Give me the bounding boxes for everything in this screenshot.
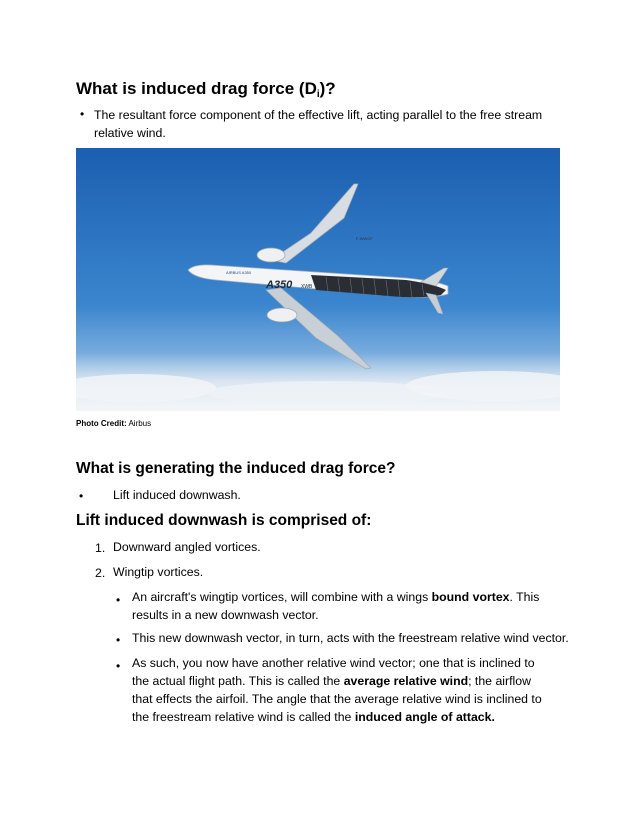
upper-engine xyxy=(257,248,285,262)
list-item-2: Wingtip vortices. xyxy=(113,565,204,579)
fuselage-text: AIRBUS A350 xyxy=(226,270,252,275)
heading-comprised: Lift induced downwash is comprised of: xyxy=(76,512,372,529)
model-marking: A350 xyxy=(266,279,293,291)
sub-bullet-3: As such, you now have another relative wind vector; one that is inclined to the actual flight path. This is called the average relative wind; the airflow that effects the airfoil. The angle that the average relative wind is inclined to the freestream relative wind is called the induced angle of attack. xyxy=(132,656,542,724)
definition-bullet: • xyxy=(80,107,85,121)
page-title: What is induced drag force (Di)? xyxy=(76,79,336,100)
list-number-1: 1. xyxy=(95,541,106,555)
a350-photo-illustration xyxy=(76,148,560,411)
wing-registration: F-WWCF xyxy=(356,236,373,241)
induced-angle-term: induced angle of attack. xyxy=(354,710,495,724)
lower-engine xyxy=(267,308,297,322)
model-suffix: XWB xyxy=(301,284,313,290)
definition-text: The resultant force component of the effective lift, acting parallel to the free stream relative wind. xyxy=(94,108,543,140)
sub-bullet-2-dot: • xyxy=(116,633,121,647)
sub-bullet-2: This new downwash vector, in turn, acts with the freestream relative wind vector. xyxy=(132,631,569,645)
generating-text: Lift induced downwash. xyxy=(113,488,241,502)
sub-bullet-1-dot: • xyxy=(116,593,121,607)
subscript-i: i xyxy=(316,89,320,100)
photo-credit: Photo Credit: Airbus xyxy=(76,419,152,428)
heading-generating: What is generating the induced drag force? xyxy=(76,460,396,477)
list-number-2: 2. xyxy=(95,566,106,580)
sub-bullet-3-dot: • xyxy=(116,659,121,673)
sub-bullet-1: An aircraft's wingtip vortices, will combine with a wings bound vortex. This results in a new downwash vector. xyxy=(132,590,540,622)
average-relative-wind-term: average relative wind xyxy=(343,674,469,688)
aircraft-photo xyxy=(76,148,560,411)
generating-bullet: • xyxy=(79,489,84,503)
bound-vortex-term: bound vortex xyxy=(431,590,510,604)
list-item-1: Downward angled vortices. xyxy=(113,540,261,554)
